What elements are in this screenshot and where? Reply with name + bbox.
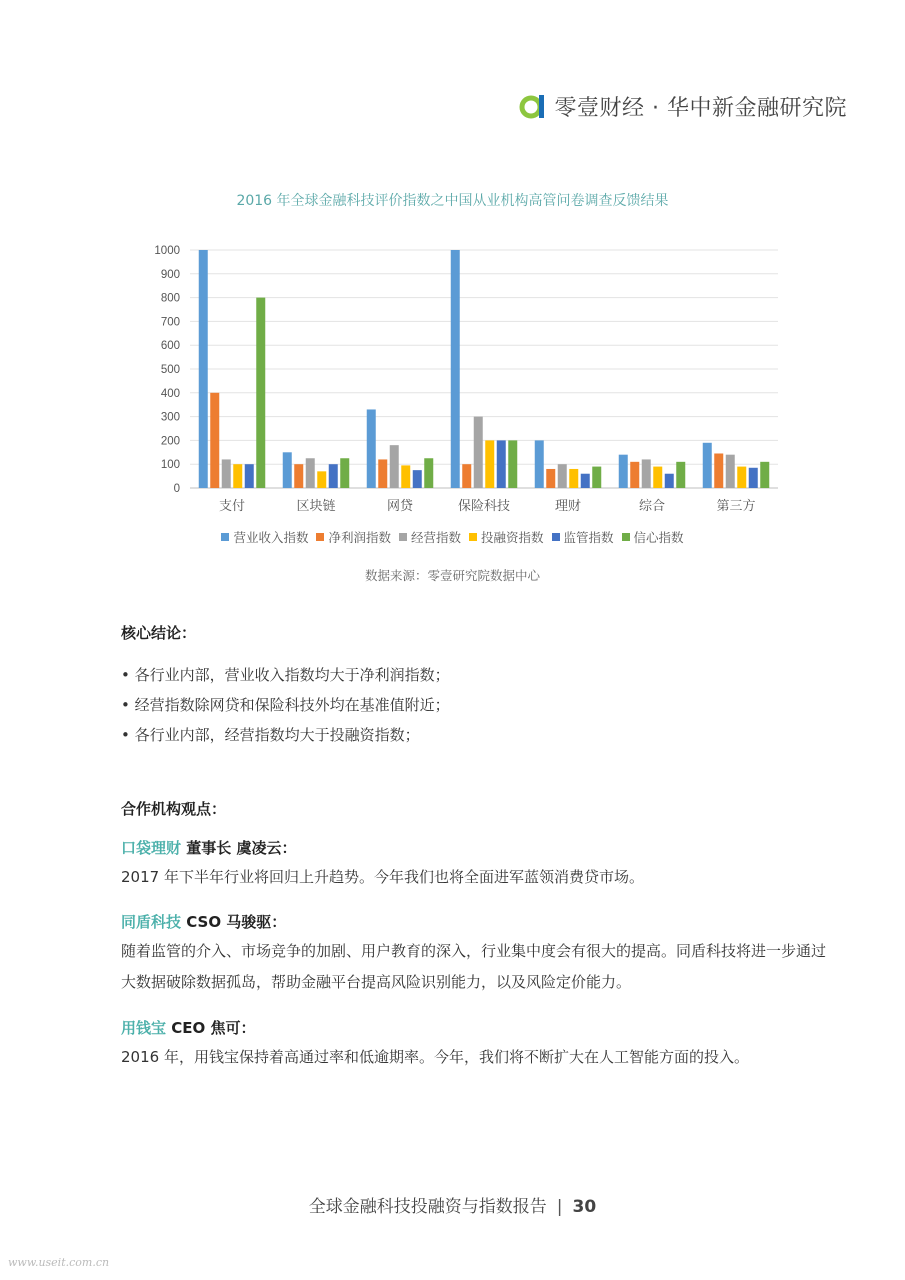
legend-item: [221, 528, 308, 546]
bar: [294, 464, 303, 488]
footer-title: 全球金融科技投融资与指数报告: [308, 1197, 547, 1217]
partner-quote: [121, 1014, 831, 1073]
x-tick-label: 第三方: [716, 499, 756, 514]
legend-swatch: [622, 533, 630, 541]
quote-person: CEO 焦可：: [166, 1019, 256, 1037]
bar: [703, 443, 712, 488]
y-tick-label: 500: [160, 364, 180, 376]
legend-label: 信心指数: [633, 530, 684, 545]
bar: [317, 471, 326, 488]
legend-label: 投融资指数: [481, 530, 544, 545]
bar: [367, 409, 376, 488]
bar: [535, 440, 544, 488]
y-tick-label: 800: [160, 292, 180, 305]
quote-header: [121, 834, 831, 862]
legend-swatch: [316, 533, 324, 541]
bar: [210, 393, 219, 488]
x-tick-label: 保险科技: [457, 499, 511, 514]
bar: [581, 474, 590, 488]
bar: [676, 462, 685, 488]
legend-label: 净利润指数: [328, 530, 391, 545]
quote-header: [121, 1014, 831, 1042]
list-item: • 各行业内部，经营指数均大于投融资指数；: [121, 726, 420, 744]
chart-title: 2016 年全球金融科技评价指数之中国从业机构高管问卷调查反馈结果: [236, 193, 669, 209]
bar: [714, 453, 723, 488]
partner-quote: [121, 834, 831, 893]
partner-quote: [121, 908, 831, 998]
bar: [546, 469, 555, 488]
bar: [485, 440, 494, 488]
legend-swatch: [221, 533, 229, 541]
brand-logo-icon: [519, 92, 547, 120]
x-tick-label: 网贷: [386, 499, 414, 514]
bar: [329, 464, 338, 488]
bar: [642, 459, 651, 488]
y-tick-label: 600: [160, 340, 180, 353]
legend-item: [316, 528, 391, 546]
bar: [737, 467, 746, 488]
bar: [245, 464, 254, 488]
y-tick-label: 100: [160, 459, 180, 472]
bar: [340, 458, 349, 488]
y-tick-label: 400: [160, 387, 180, 400]
quote-org: 用钱宝: [121, 1019, 167, 1037]
quote-text: 随着监管的介入、市场竞争的加剧、用户教育的深入，行业集中度会有很大的提高。同盾科技将进一步通过大数据破除数据孤岛，帮助金融平台提高风险识别能力，以及风险定价能力。: [121, 942, 827, 991]
x-tick-label: 区块链: [296, 499, 336, 514]
y-tick-label: 700: [160, 316, 180, 329]
list-item: • 经营指数除网贷和保险科技外均在基准值附近；: [121, 696, 450, 714]
legend-label: 监管指数: [563, 530, 614, 545]
bar: [390, 445, 399, 488]
x-tick-label: 理财: [554, 499, 582, 514]
bar: [569, 469, 578, 488]
legend-item: [399, 528, 461, 546]
watermark: www.useit.com.cn: [8, 1256, 110, 1269]
bar: [497, 440, 506, 488]
x-tick-label: 支付: [218, 499, 246, 514]
bar: [283, 452, 292, 488]
quote-org: 同盾科技: [121, 913, 182, 931]
bar-chart: [140, 236, 790, 521]
bar: [653, 467, 662, 488]
bar: [401, 465, 410, 488]
y-tick-label: 1000: [154, 245, 180, 257]
quote-text: 2016 年，用钱宝保持着高通过率和低逾期率。今年，我们将不断扩大在人工智能方面的投入。: [121, 1048, 749, 1066]
bar: [619, 455, 628, 488]
legend-swatch: [552, 533, 560, 541]
bar: [474, 417, 483, 488]
bar: [558, 464, 567, 488]
conclusions-list: [121, 660, 450, 750]
legend-item: [469, 528, 544, 546]
bar: [413, 470, 422, 488]
legend-swatch: [469, 533, 477, 541]
legend-item: [552, 528, 614, 546]
chart-legend: [0, 528, 905, 546]
bar: [726, 455, 735, 488]
bar: [749, 468, 758, 488]
quote-org: 口袋理财: [121, 839, 182, 857]
bar: [222, 459, 231, 488]
quote-text: 2017 年下半年行业将回归上升趋势。今年我们也将全面进军蓝领消费贷市场。: [121, 868, 644, 886]
bar: [451, 250, 460, 488]
y-tick-label: 200: [160, 435, 180, 448]
page-header: [519, 86, 847, 126]
bar: [306, 458, 315, 488]
quote-person: 董事长 虞凌云：: [181, 839, 297, 857]
bar: [760, 462, 769, 488]
quote-header: [121, 908, 831, 936]
partners-heading: 合作机构观点：: [121, 800, 227, 818]
bar: [462, 464, 471, 488]
bar: [665, 474, 674, 488]
legend-item: [622, 528, 684, 546]
y-tick-label: 0: [173, 483, 180, 495]
brand-name: 零壹财经 · 华中新金融研究院: [554, 95, 847, 121]
bar: [378, 459, 387, 488]
bar: [424, 458, 433, 488]
legend-label: 营业收入指数: [233, 530, 309, 545]
x-tick-label: 综合: [638, 499, 666, 514]
page-number: 30: [572, 1197, 597, 1217]
bar: [199, 250, 208, 488]
bar: [630, 462, 639, 488]
conclusions-heading: 核心结论：: [121, 624, 197, 642]
list-item: • 各行业内部，营业收入指数均大于净利润指数；: [121, 666, 450, 684]
bar: [592, 467, 601, 488]
footer-separator: |: [556, 1197, 563, 1217]
bar: [256, 298, 265, 488]
data-source: 数据来源：零壹研究院数据中心: [364, 568, 540, 583]
quote-person: CSO 马骏驱：: [181, 913, 287, 931]
bar: [233, 464, 242, 488]
y-tick-label: 900: [160, 268, 180, 281]
page-footer: [0, 1192, 905, 1217]
y-tick-label: 300: [160, 411, 180, 424]
legend-label: 经营指数: [410, 530, 461, 545]
bar: [508, 440, 517, 488]
legend-swatch: [399, 533, 407, 541]
